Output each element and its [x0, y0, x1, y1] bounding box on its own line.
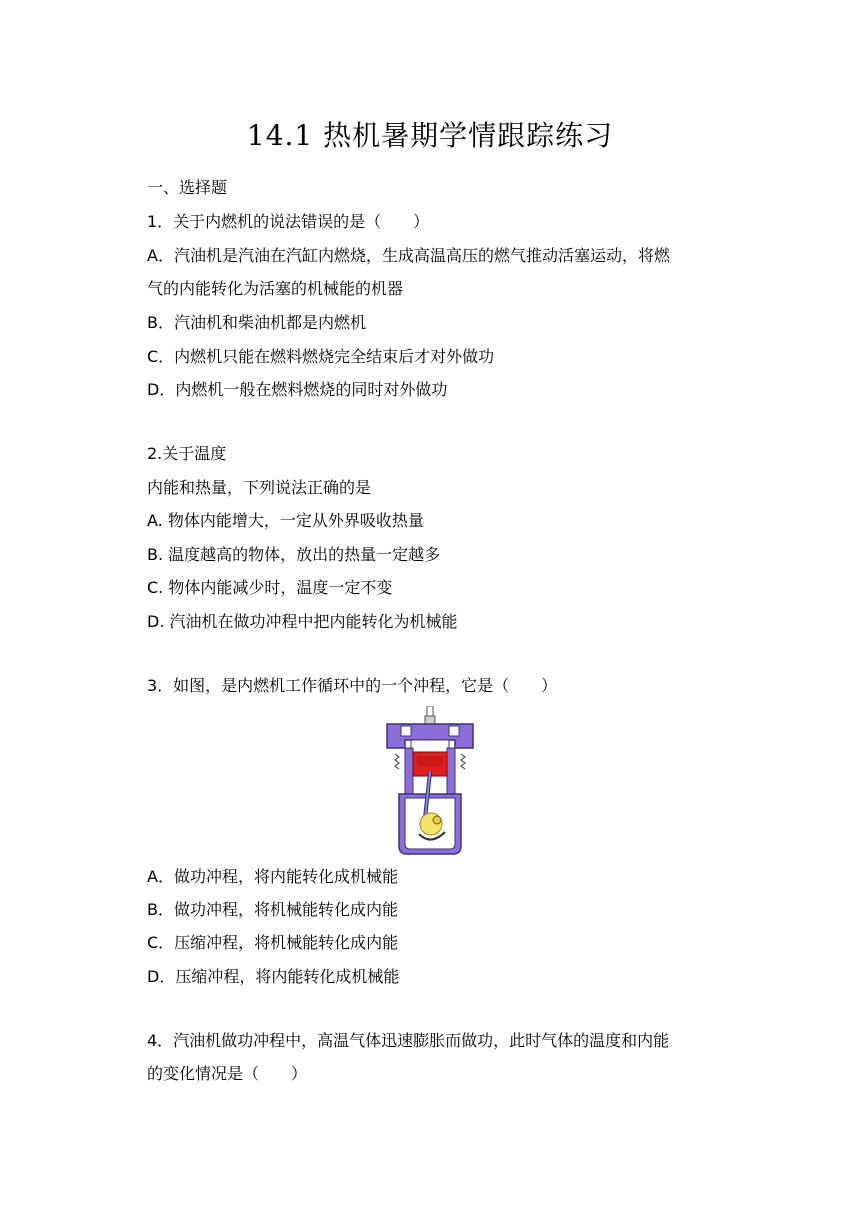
- section-heading: 一、选择题: [147, 178, 228, 197]
- question-4-stem-continued: 的变化情况是（ ）: [147, 1064, 308, 1083]
- question-4-stem: 4．汽油机做功冲程中，高温气体迅速膨胀而做功，此时气体的温度和内能: [147, 1031, 670, 1050]
- question-2-option-b: B. 温度越高的物体，放出的热量一定越多: [147, 545, 441, 564]
- question-2-stem: 2.关于温度: [147, 444, 227, 463]
- question-3-option-d: D．压缩冲程，将内能转化成机械能: [147, 967, 400, 986]
- page-title: 14.1 热机暑期学情跟踪练习: [246, 119, 614, 152]
- question-3-option-c: C．压缩冲程，将机械能转化成内能: [147, 933, 399, 952]
- question-2-option-d: D. 汽油机在做功冲程中把内能转化为机械能: [147, 612, 458, 631]
- question-1-stem: 1．关于内燃机的说法错误的是（ ）: [147, 212, 430, 231]
- question-3-option-a: A．做功冲程，将内能转化成机械能: [147, 867, 398, 886]
- question-3-stem: 3．如图，是内燃机工作循环中的一个冲程，它是（ ）: [147, 676, 558, 695]
- spark-plug-icon: [427, 706, 433, 716]
- question-3-option-b: B．做功冲程，将机械能转化成内能: [147, 900, 398, 919]
- question-2-option-c: C. 物体内能减少时，温度一定不变: [147, 578, 393, 597]
- question-1-option-b: B．汽油机和柴油机都是内燃机: [147, 313, 366, 332]
- question-2-option-a: A. 物体内能增大，一定从外界吸收热量: [147, 511, 424, 530]
- question-1-option-d: D．内燃机一般在燃料燃烧的同时对外做功: [147, 380, 448, 399]
- question-1-option-a: A．汽油机是汽油在汽缸内燃烧，生成高温高压的燃气推动活塞运动，将燃: [147, 246, 670, 265]
- question-1-option-c: C．内燃机只能在燃料燃烧完全结束后才对外做功: [147, 347, 495, 366]
- question-1-option-a-continued: 气的内能转化为活塞的机械能的机器: [147, 279, 404, 298]
- question-2-stem-continued: 内能和热量，下列说法正确的是: [147, 478, 372, 497]
- engine-stroke-diagram: [385, 706, 475, 856]
